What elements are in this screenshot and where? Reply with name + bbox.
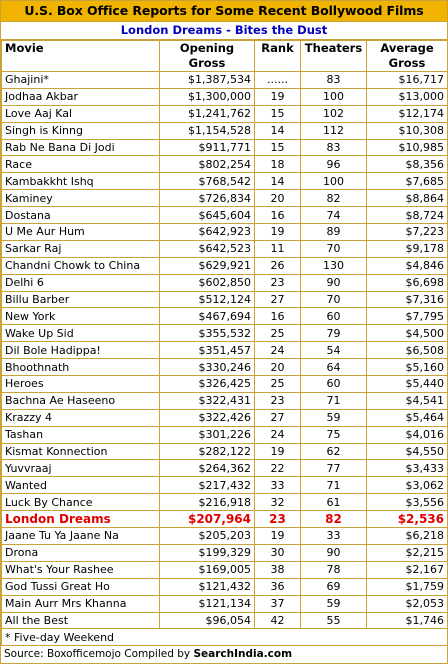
rank-cell: 23 [255,392,301,409]
rank-cell: 24 [255,342,301,359]
gross-cell: $1,300,000 [160,88,255,105]
rank-cell: 15 [255,139,301,156]
header-row-top [2,41,448,57]
average-cell: $4,846 [367,257,448,274]
header-opening: Opening [160,41,255,57]
rank-cell: ...... [255,72,301,89]
page-subtitle: London Dreams - Bites the Dust [1,22,447,40]
gross-cell: $301,226 [160,426,255,443]
gross-cell: $629,921 [160,257,255,274]
rank-cell: 16 [255,308,301,325]
source-label: Source: Boxofficemojo Compiled by [4,648,194,661]
table-row [2,274,448,291]
average-cell: $3,433 [367,460,448,477]
theaters-cell: 82 [301,511,367,528]
rank-cell: 32 [255,494,301,511]
rank-cell: 20 [255,359,301,376]
movie-cell: Jaane Tu Ya Jaane Na [2,528,160,545]
rank-cell: 27 [255,409,301,426]
theaters-cell: 100 [301,88,367,105]
average-cell: $1,746 [367,612,448,629]
average-cell: $7,795 [367,308,448,325]
header-rank-blank [255,56,301,72]
movie-cell: Wake Up Sid [2,325,160,342]
average-cell: $10,985 [367,139,448,156]
table-row [2,156,448,173]
rank-cell: 14 [255,173,301,190]
movie-cell: Rab Ne Bana Di Jodi [2,139,160,156]
gross-cell: $216,918 [160,494,255,511]
source-credit [1,645,447,663]
movie-cell: Delhi 6 [2,274,160,291]
table-row-highlighted [2,511,448,528]
gross-cell: $355,532 [160,325,255,342]
average-cell: $13,000 [367,88,448,105]
average-cell: $8,356 [367,156,448,173]
movie-cell: New York [2,308,160,325]
rank-cell: 38 [255,561,301,578]
movie-cell: Love Aaj Kal [2,105,160,122]
rank-cell: 16 [255,207,301,224]
header-opening-gross: Gross [160,56,255,72]
gross-cell: $282,122 [160,443,255,460]
theaters-cell: 71 [301,392,367,409]
theaters-cell: 70 [301,291,367,308]
theaters-cell: 102 [301,105,367,122]
table-row [2,122,448,139]
rank-cell: 20 [255,190,301,207]
theaters-cell: 90 [301,544,367,561]
theaters-cell: 75 [301,426,367,443]
gross-cell: $326,425 [160,376,255,393]
header-movie: Movie [2,41,160,57]
average-cell: $7,223 [367,224,448,241]
movie-cell: London Dreams [2,511,160,528]
table-row [2,409,448,426]
theaters-cell: 78 [301,561,367,578]
table-row [2,426,448,443]
theaters-cell: 90 [301,274,367,291]
header-movie-blank [2,56,160,72]
source-brand: SearchIndia.com [193,648,293,661]
movie-cell: What's Your Rashee [2,561,160,578]
table-row [2,88,448,105]
theaters-cell: 77 [301,460,367,477]
movie-cell: Ghajini* [2,72,160,89]
theaters-cell: 130 [301,257,367,274]
movie-cell: Luck By Chance [2,494,160,511]
movie-cell: Tashan [2,426,160,443]
table-row [2,173,448,190]
theaters-cell: 83 [301,139,367,156]
rank-cell: 23 [255,511,301,528]
average-cell: $2,167 [367,561,448,578]
table-row [2,72,448,89]
theaters-cell: 54 [301,342,367,359]
table-row [2,443,448,460]
movie-cell: Kismat Konnection [2,443,160,460]
movie-cell: Dil Bole Hadippa! [2,342,160,359]
theaters-cell: 79 [301,325,367,342]
gross-cell: $121,432 [160,578,255,595]
table-row [2,494,448,511]
table-row [2,105,448,122]
average-cell: $5,464 [367,409,448,426]
theaters-cell: 69 [301,578,367,595]
movie-cell: Bachna Ae Haseeno [2,392,160,409]
rank-cell: 24 [255,426,301,443]
movie-cell: Jodhaa Akbar [2,88,160,105]
theaters-cell: 60 [301,308,367,325]
average-cell: $12,174 [367,105,448,122]
movie-cell: Dostana [2,207,160,224]
table-row [2,240,448,257]
movie-cell: All the Best [2,612,160,629]
gross-cell: $1,241,762 [160,105,255,122]
movie-cell: Chandni Chowk to China [2,257,160,274]
theaters-cell: 59 [301,409,367,426]
average-cell: $9,178 [367,240,448,257]
table-row [2,561,448,578]
gross-cell: $96,054 [160,612,255,629]
gross-cell: $217,432 [160,477,255,494]
theaters-cell: 59 [301,595,367,612]
movie-cell: Sarkar Raj [2,240,160,257]
gross-cell: $322,426 [160,409,255,426]
rank-cell: 26 [255,257,301,274]
rank-cell: 11 [255,240,301,257]
table-row [2,207,448,224]
header-average-gross: Gross [367,56,448,72]
movie-cell: Kambakkht Ishq [2,173,160,190]
rank-cell: 14 [255,122,301,139]
gross-cell: $642,523 [160,240,255,257]
movie-cell: Billu Barber [2,291,160,308]
average-cell: $7,316 [367,291,448,308]
rank-cell: 19 [255,88,301,105]
average-cell: $4,541 [367,392,448,409]
rank-cell: 19 [255,443,301,460]
table-row [2,460,448,477]
table-row [2,477,448,494]
page-title: U.S. Box Office Reports for Some Recent Bollywood Films [1,1,447,22]
movie-cell: Krazzy 4 [2,409,160,426]
box-office-table [1,40,448,645]
movie-cell: Race [2,156,160,173]
table-row [2,342,448,359]
table-row [2,325,448,342]
average-cell: $6,218 [367,528,448,545]
movie-cell: Heroes [2,376,160,393]
average-cell: $2,215 [367,544,448,561]
rank-cell: 19 [255,528,301,545]
gross-cell: $322,431 [160,392,255,409]
theaters-cell: 64 [301,359,367,376]
header-average: Average [367,41,448,57]
table-row [2,224,448,241]
footnote: * Five-day Weekend [2,629,448,645]
theaters-cell: 74 [301,207,367,224]
rank-cell: 22 [255,460,301,477]
gross-cell: $726,834 [160,190,255,207]
gross-cell: $330,246 [160,359,255,376]
movie-cell: Wanted [2,477,160,494]
table-row [2,544,448,561]
gross-cell: $207,964 [160,511,255,528]
table-row [2,376,448,393]
table-row [2,139,448,156]
theaters-cell: 70 [301,240,367,257]
theaters-cell: 82 [301,190,367,207]
rank-cell: 27 [255,291,301,308]
movie-cell: Drona [2,544,160,561]
average-cell: $16,717 [367,72,448,89]
gross-cell: $169,005 [160,561,255,578]
theaters-cell: 33 [301,528,367,545]
theaters-cell: 96 [301,156,367,173]
average-cell: $2,053 [367,595,448,612]
table-row [2,257,448,274]
rank-cell: 18 [255,156,301,173]
table-row [2,359,448,376]
average-cell: $7,685 [367,173,448,190]
gross-cell: $205,203 [160,528,255,545]
theaters-cell: 89 [301,224,367,241]
header-theaters-blank [301,56,367,72]
rank-cell: 15 [255,105,301,122]
rank-cell: 33 [255,477,301,494]
table-row [2,528,448,545]
table-row [2,392,448,409]
rank-cell: 25 [255,325,301,342]
movie-cell: God Tussi Great Ho [2,578,160,595]
header-rank: Rank [255,41,301,57]
header-row-bottom [2,56,448,72]
rank-cell: 36 [255,578,301,595]
average-cell: $6,508 [367,342,448,359]
table-row [2,595,448,612]
table-row [2,190,448,207]
gross-cell: $467,694 [160,308,255,325]
gross-cell: $768,542 [160,173,255,190]
movie-cell: Kaminey [2,190,160,207]
average-cell: $10,308 [367,122,448,139]
movie-cell: Yuvvraaj [2,460,160,477]
gross-cell: $199,329 [160,544,255,561]
theaters-cell: 62 [301,443,367,460]
theaters-cell: 55 [301,612,367,629]
gross-cell: $264,362 [160,460,255,477]
movie-cell: Main Aurr Mrs Khanna [2,595,160,612]
average-cell: $3,062 [367,477,448,494]
table-row [2,612,448,629]
rank-cell: 42 [255,612,301,629]
movie-cell: Bhoothnath [2,359,160,376]
gross-cell: $602,850 [160,274,255,291]
theaters-cell: 61 [301,494,367,511]
theaters-cell: 60 [301,376,367,393]
table-row [2,291,448,308]
average-cell: $4,550 [367,443,448,460]
table-row [2,308,448,325]
average-cell: $4,500 [367,325,448,342]
header-theaters: Theaters [301,41,367,57]
rank-cell: 30 [255,544,301,561]
gross-cell: $642,923 [160,224,255,241]
theaters-cell: 112 [301,122,367,139]
average-cell: $3,556 [367,494,448,511]
gross-cell: $512,124 [160,291,255,308]
gross-cell: $1,387,534 [160,72,255,89]
movie-cell: Singh is Kinng [2,122,160,139]
gross-cell: $121,134 [160,595,255,612]
gross-cell: $802,254 [160,156,255,173]
gross-cell: $1,154,528 [160,122,255,139]
average-cell: $4,016 [367,426,448,443]
gross-cell: $645,604 [160,207,255,224]
gross-cell: $911,771 [160,139,255,156]
rank-cell: 37 [255,595,301,612]
average-cell: $1,759 [367,578,448,595]
rank-cell: 23 [255,274,301,291]
average-cell: $5,440 [367,376,448,393]
table-row [2,578,448,595]
theaters-cell: 100 [301,173,367,190]
average-cell: $8,864 [367,190,448,207]
average-cell: $5,160 [367,359,448,376]
average-cell: $6,698 [367,274,448,291]
gross-cell: $351,457 [160,342,255,359]
theaters-cell: 83 [301,72,367,89]
average-cell: $8,724 [367,207,448,224]
footnote-row [2,629,448,645]
rank-cell: 25 [255,376,301,393]
movie-cell: U Me Aur Hum [2,224,160,241]
theaters-cell: 71 [301,477,367,494]
average-cell: $2,536 [367,511,448,528]
rank-cell: 19 [255,224,301,241]
